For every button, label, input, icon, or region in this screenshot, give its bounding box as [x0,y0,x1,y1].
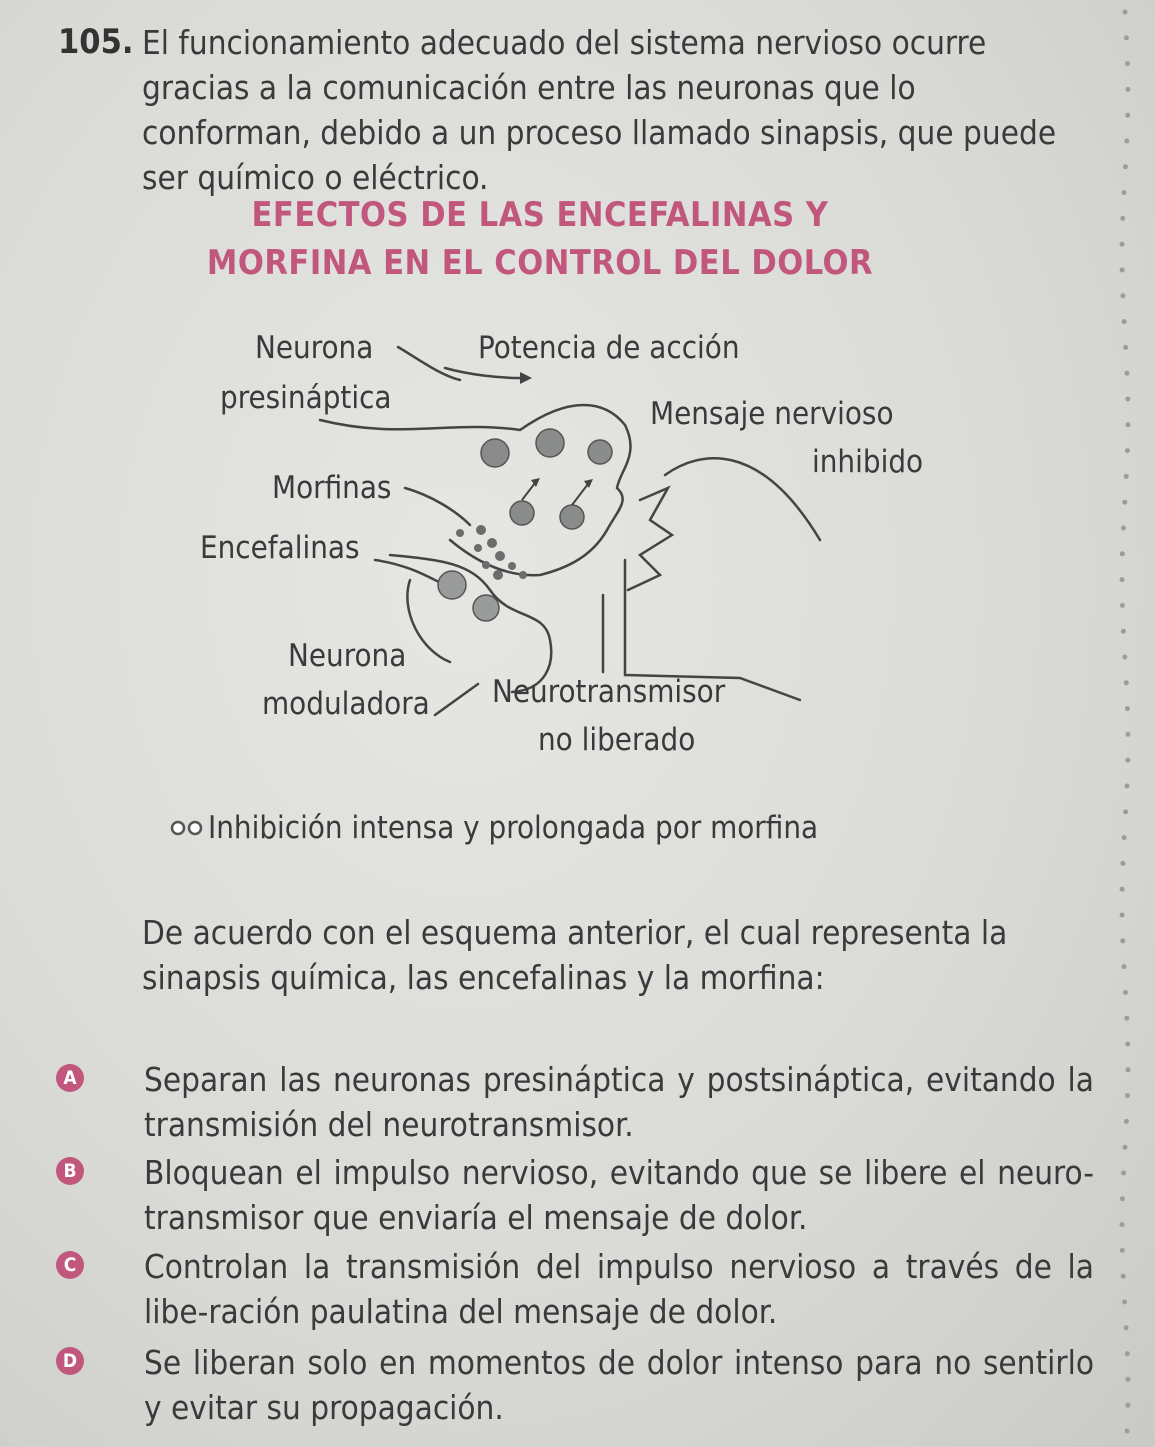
label-neurotransmitter-1: Neurotransmisor [492,674,726,710]
perforation-dot [1123,809,1128,814]
perforation-dot [1120,603,1125,608]
question-prompt: De acuerdo con el esquema anterior, el cual representa la sinapsis química, las encefalinas y la morfina: [142,913,1008,997]
perforation-dot [1122,655,1127,660]
label-inhibited-message-1: Mensaje nervioso [650,396,894,432]
action-potential-arrowhead [520,372,532,384]
option-letter-badge: A [56,1064,84,1092]
option-letter-badge: D [56,1347,84,1375]
perforation-dot [1121,1274,1126,1279]
perforation-dot [1122,1145,1127,1150]
perforation-dot [1125,87,1130,92]
perforation-dot [1120,242,1125,247]
perforation-dot [1120,861,1125,866]
perforation-dot [1123,10,1128,15]
perforation-dot [1124,474,1129,479]
option-text: Se liberan solo en momentos de dolor intenso para no sentirlo y evitar su propagación. [144,1343,1094,1427]
option-text: Controlan la transmisión del impulso nervioso a través de la libe-ración paulatina del mensaje de dolor. [144,1247,1094,1331]
option-letter-badge: C [56,1251,84,1279]
perforation-dot [1122,500,1127,505]
perforation-dot [1124,1119,1129,1124]
perforation-dot [1125,61,1130,66]
perforation-dot [1124,371,1129,376]
perforation-dot [1125,1093,1130,1098]
perforation-dot [1120,887,1125,892]
figure-title-line2: MORFINA EN EL CONTROL DEL DOLOR [206,243,874,283]
option-letter-badge: B [56,1157,84,1185]
vesicles [438,429,612,621]
perforation-dot [1120,551,1125,556]
perforation-dot [1120,216,1125,221]
perforation-dot [1120,1222,1125,1227]
perforation-dot [1125,1429,1130,1434]
perforation-dot [1121,629,1126,634]
perforation-dot [1121,190,1126,195]
perforation-dot [1123,345,1128,350]
leader-line-morphines [405,488,470,525]
label-inhibited-message-2: inhibido [812,444,924,480]
perforation-dot [1120,1248,1125,1253]
perforation-dot [1121,964,1126,969]
perforation-dot [1125,1042,1130,1047]
perforation-dot [1124,680,1129,685]
perforation-dot [1125,1377,1130,1382]
leader-line-neurotransmitter [435,684,478,715]
figure-legend: Inhibición intensa y prolongada por morfina [208,810,819,846]
perforation-dot [1124,1016,1129,1021]
label-modulatory-neuron-2: moduladora [262,686,430,722]
perforation-dot [1125,1351,1130,1356]
perforation-dot [1125,448,1130,453]
perforation-dot [1122,319,1127,324]
perforation-dot [1121,1171,1126,1176]
perforation-dot [1120,268,1125,273]
perforation-dot [1122,835,1127,840]
edge-perforation-dots [1105,0,1145,1447]
perforation-dot [1125,397,1130,402]
legend-symbol [172,822,201,834]
perforation-dot [1120,938,1125,943]
perforation-dot [1123,990,1128,995]
perforation-dot [1125,1067,1130,1072]
label-presynaptic-neuron-2: presináptica [220,380,392,416]
perforation-dot [1125,758,1130,763]
action-potential-arrow-line [445,368,520,378]
label-enkephalins: Encefalinas [200,530,360,566]
perforation-dot [1125,732,1130,737]
label-action-potential: Potencia de acción [478,330,740,366]
perforation-dot [1125,1403,1130,1408]
option-text: Bloquean el impulso nervioso, evitando que se libere el neuro-transmisor que enviaría el mensaje de dolor. [144,1153,1094,1237]
perforation-dot [1121,526,1126,531]
perforation-dot [1120,293,1125,298]
perforation-dot [1124,784,1129,789]
perforation-dot [1122,1300,1127,1305]
question-number: 105. [58,22,134,62]
perforation-dot [1123,164,1128,169]
question-stem: El funcionamiento adecuado del sistema nervioso ocurre gracias a la comunicación entre las neuronas que lo conforman, debido a un proceso llamado sinapsis, que puede ser químico o eléctrico. [142,23,1057,197]
perforation-dot [1125,422,1130,427]
figure-title-line1: EFECTOS DE LAS ENCEFALINAS Y [251,195,829,235]
leader-line-presynaptic [398,347,460,380]
perforation-dot [1124,139,1129,144]
perforation-dot [1120,913,1125,918]
perforation-dot [1124,1325,1129,1330]
label-neurotransmitter-2: no liberado [538,722,696,758]
perforation-dot [1120,1196,1125,1201]
postsynaptic-neuron-outline [665,458,820,540]
label-presynaptic-neuron-1: Neurona [255,330,374,366]
perforation-dot [1125,706,1130,711]
label-morphines: Morfinas [272,470,392,506]
perforation-dot [1120,577,1125,582]
postsynaptic-neuron-inner [628,488,672,590]
perforation-dot [1125,113,1130,118]
option-text: Separan las neuronas presináptica y postsináptica, evitando la transmisión del neurotransmisor. [144,1060,1094,1144]
perforation-dot [1124,35,1129,40]
label-modulatory-neuron-1: Neurona [288,638,407,674]
